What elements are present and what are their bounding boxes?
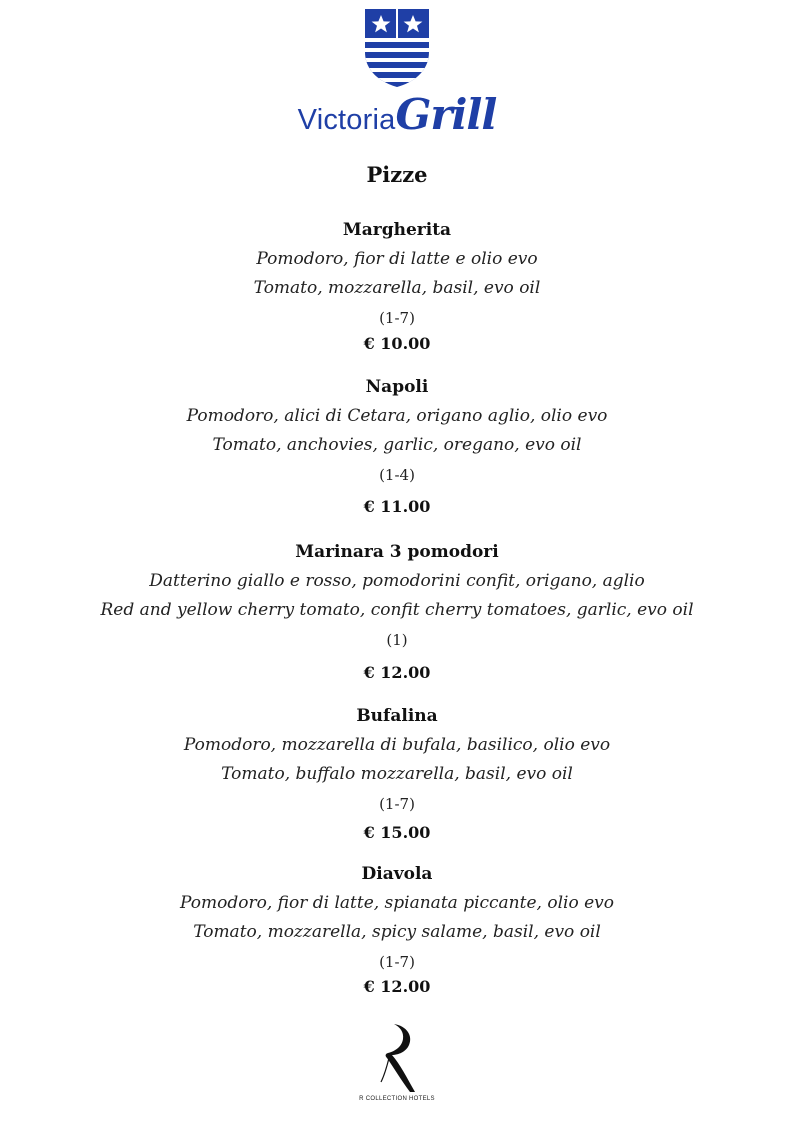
footer-logo — [0, 1022, 794, 1094]
item-allergens: (1) — [386, 631, 408, 649]
item-description-it: Pomodoro, fior di latte, spianata piccante, olio evo — [180, 893, 614, 913]
brand-name-light: Victoria — [297, 104, 396, 136]
footer-brand-label: R COLLECTION HOTELS — [359, 1096, 435, 1102]
item-name: Bufalina — [356, 706, 438, 726]
item-description-en: Tomato, mozzarella, basil, evo oil — [253, 278, 541, 298]
section-title: Pizze — [366, 162, 428, 187]
item-allergens: (1-7) — [379, 309, 415, 327]
item-price: € 12.00 — [363, 663, 431, 682]
item-description-en: Tomato, anchovies, garlic, oregano, evo oil — [212, 435, 582, 455]
item-description-it: Pomodoro, mozzarella di bufala, basilico, olio evo — [183, 735, 611, 755]
item-name: Napoli — [365, 377, 429, 397]
item-description-it: Pomodoro, fior di latte e olio evo — [256, 249, 538, 269]
r-collection-logo-icon — [367, 1022, 427, 1094]
item-description-en: Tomato, mozzarella, spicy salame, basil, evo oil — [193, 922, 601, 942]
item-description-it: Datterino giallo e rosso, pomodorini confit, origano, aglio — [149, 571, 645, 591]
item-description-it: Pomodoro, alici di Cetara, origano aglio, olio evo — [186, 406, 608, 426]
item-allergens: (1-7) — [379, 953, 415, 971]
item-description-en: Red and yellow cherry tomato, confit cherry tomatoes, garlic, evo oil — [100, 600, 694, 620]
item-price: € 10.00 — [363, 334, 431, 353]
brand-name-bold: Grill — [395, 90, 497, 139]
item-name: Diavola — [361, 864, 433, 884]
brand-wordmark — [0, 90, 794, 139]
shield-crest-icon — [364, 8, 430, 88]
item-price: € 12.00 — [363, 977, 431, 996]
item-description-en: Tomato, buffalo mozzarella, basil, evo oil — [221, 764, 573, 784]
item-name: Marinara 3 pomodori — [295, 542, 499, 562]
header-logo — [0, 8, 794, 88]
item-price: € 15.00 — [363, 823, 431, 842]
item-name: Margherita — [342, 220, 452, 240]
item-price: € 11.00 — [363, 497, 431, 516]
item-allergens: (1-7) — [379, 795, 415, 813]
item-allergens: (1-4) — [379, 466, 415, 484]
